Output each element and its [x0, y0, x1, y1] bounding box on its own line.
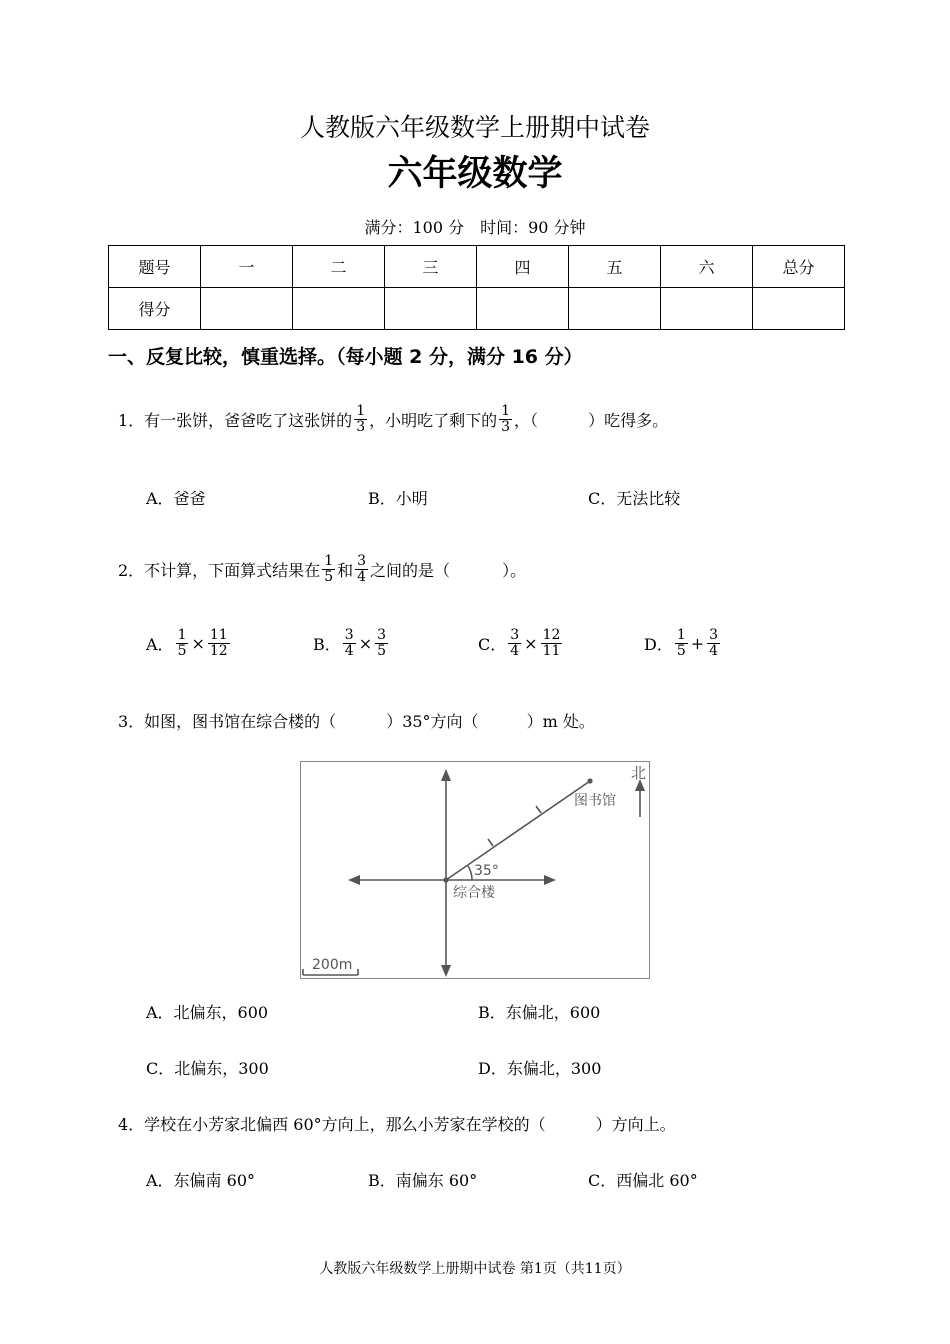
- score-cell: 二: [293, 246, 385, 288]
- fraction-numerator: 3: [709, 627, 719, 643]
- fraction-denominator: 3: [501, 419, 511, 435]
- page-footer: 人教版六年级数学上册期中试卷 第1页（共11页）: [319, 1261, 631, 1277]
- score-input-cell[interactable]: [569, 288, 661, 330]
- fraction-numerator: 11: [209, 627, 228, 643]
- option-fraction: [508, 628, 521, 659]
- fraction-denominator: 11: [542, 643, 561, 659]
- direction-diagram: [300, 761, 650, 979]
- exam-meta: 满分：100 分 时间：90 分钟: [364, 218, 586, 237]
- scale-label: 200m: [312, 957, 353, 973]
- q1-mid: ，小明吃了剩下的: [369, 411, 498, 430]
- score-cell: 总分: [753, 246, 845, 288]
- q2-mid: 之间的是（: [370, 561, 451, 580]
- q4-option-b[interactable]: B．南偏东 60°: [368, 1171, 478, 1190]
- score-cell: 一: [201, 246, 293, 288]
- fraction-numerator: 1: [324, 553, 334, 569]
- score-cell: 六: [661, 246, 753, 288]
- score-input-cell[interactable]: [753, 288, 845, 330]
- building-point: [443, 877, 448, 882]
- fraction-denominator: 4: [709, 643, 719, 659]
- option-label: D．: [644, 635, 673, 654]
- fraction-numerator: 3: [344, 627, 354, 643]
- option-fraction: [707, 628, 720, 659]
- score-input-cell[interactable]: [201, 288, 293, 330]
- building-label: 综合楼: [453, 885, 495, 901]
- section-heading: 一、反复比较，慎重选择。（每小题 2 分，满分 16 分）: [108, 346, 583, 368]
- score-cell: 五: [569, 246, 661, 288]
- question-3: [118, 709, 595, 732]
- score-input-cell[interactable]: [293, 288, 385, 330]
- north-label: 北: [631, 764, 647, 782]
- fraction-numerator: 3: [510, 627, 520, 643]
- q2-option-d[interactable]: [644, 628, 722, 659]
- q4-option-c[interactable]: C．西偏北 60°: [588, 1171, 698, 1190]
- fraction-numerator: 1: [501, 403, 511, 419]
- operator: ×: [358, 634, 373, 653]
- score-input-cell[interactable]: [385, 288, 477, 330]
- fraction-denominator: 12: [209, 643, 228, 659]
- question-4: [118, 1112, 676, 1135]
- q1-fraction-1: [354, 404, 367, 435]
- q4-prefix: 4．学校在小芳家北偏西 60°方向上，那么小芳家在学校的（: [118, 1115, 546, 1134]
- fraction-numerator: 1: [177, 627, 187, 643]
- fraction-numerator: 1: [676, 627, 686, 643]
- q3-option-b[interactable]: B．东偏北，600: [478, 1003, 601, 1022]
- q1-option-b[interactable]: B．小明: [368, 489, 428, 508]
- operator: ×: [191, 634, 205, 653]
- score-input-cell[interactable]: [661, 288, 753, 330]
- score-table-header-row: [109, 246, 845, 288]
- fraction-denominator: 5: [377, 643, 387, 659]
- fraction-denominator: 4: [357, 569, 367, 585]
- option-label: A．: [146, 635, 174, 654]
- option-label: C．: [478, 635, 507, 654]
- q3-option-c[interactable]: C．北偏东，300: [146, 1059, 269, 1078]
- q1-option-a[interactable]: A．爸爸: [146, 489, 206, 508]
- library-point: [587, 778, 592, 783]
- q1-paren-open: ，（: [514, 411, 539, 430]
- option-label: B．: [313, 635, 341, 654]
- option-fraction: [541, 628, 563, 659]
- fraction-denominator: 4: [510, 643, 520, 659]
- option-fraction: [176, 628, 189, 659]
- score-table-score-row: [109, 288, 845, 330]
- q2-prefix: 2．不计算，下面算式结果在: [118, 561, 321, 580]
- question-2: [118, 554, 526, 585]
- score-cell: 四: [477, 246, 569, 288]
- q3-option-d[interactable]: D．东偏北，300: [478, 1059, 602, 1078]
- fraction-denominator: 5: [177, 643, 187, 659]
- angle-label: 35°: [474, 863, 499, 879]
- q2-option-a[interactable]: [146, 628, 232, 659]
- option-fraction: [675, 628, 688, 659]
- fraction-denominator: 5: [676, 643, 686, 659]
- fraction-numerator: 3: [357, 553, 367, 569]
- q2-fraction-1: [322, 554, 335, 585]
- q2-and: 和: [337, 561, 354, 580]
- q2-fraction-2: [355, 554, 368, 585]
- q2-option-c[interactable]: [478, 628, 564, 659]
- operator: ×: [524, 634, 538, 653]
- option-fraction: [375, 628, 388, 659]
- score-input-cell[interactable]: [477, 288, 569, 330]
- q3-option-a[interactable]: A．北偏东，600: [146, 1003, 269, 1022]
- q1-prefix: 1．有一张饼，爸爸吃了这张饼的: [118, 411, 353, 430]
- q2-suffix: ）。: [502, 561, 527, 580]
- q3-mid: ）35°方向（: [386, 712, 479, 731]
- exam-subtitle: 人教版六年级数学上册期中试卷: [299, 113, 650, 142]
- operator: +: [690, 634, 705, 653]
- q2-option-b[interactable]: [313, 628, 390, 659]
- library-label: 图书馆: [574, 793, 616, 809]
- fraction-numerator: 1: [356, 403, 366, 419]
- fraction-denominator: 3: [356, 419, 366, 435]
- score-cell: 三: [385, 246, 477, 288]
- q4-suffix: ）方向上。: [595, 1115, 676, 1134]
- fraction-denominator: 5: [324, 569, 334, 585]
- score-cell: 题号: [109, 246, 201, 288]
- q4-option-a[interactable]: A．东偏南 60°: [146, 1171, 256, 1190]
- fraction-numerator: 12: [542, 627, 561, 643]
- q3-prefix: 3．如图，图书馆在综合楼的（: [118, 712, 337, 731]
- question-1: [118, 404, 668, 435]
- q1-option-c[interactable]: C．无法比较: [588, 489, 681, 508]
- q1-suffix: ）吃得多。: [588, 411, 669, 430]
- exam-title: 六年级数学: [387, 154, 563, 194]
- fraction-numerator: 3: [377, 627, 387, 643]
- q3-suffix: ）m 处。: [526, 712, 595, 731]
- option-fraction: [208, 628, 230, 659]
- score-cell: 得分: [109, 288, 201, 330]
- option-fraction: [343, 628, 356, 659]
- score-table: [108, 245, 845, 330]
- q1-fraction-2: [499, 404, 512, 435]
- fraction-denominator: 4: [344, 643, 354, 659]
